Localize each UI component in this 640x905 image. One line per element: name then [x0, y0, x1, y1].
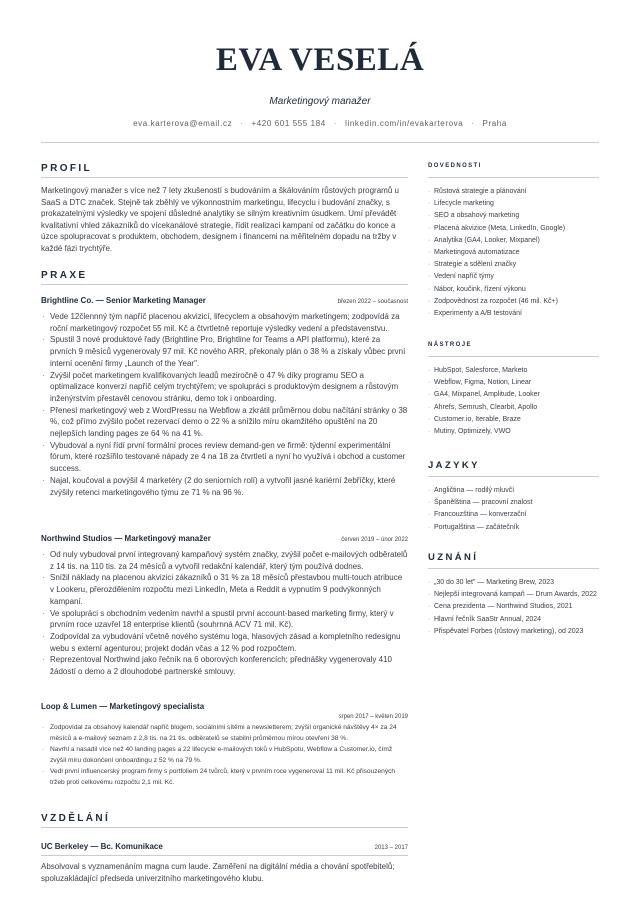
section-divider	[428, 568, 599, 569]
job-bullet: · Reprezentoval Northwind jako řečník na 6 oborových konferencích; přednášky vygenerovaly 410 žádostí o demo a 2 dlouhodobé partnerské smlouvy.	[41, 654, 408, 677]
awards-section	[428, 552, 599, 638]
section-title-tools: NÁSTROJE	[428, 342, 472, 348]
job-bullet: · Přenesl marketingový web z WordPressu na Webflow a zkrátil průměrnou dobu načítání stránky o 38 %, což přímo zvýšilo počet rezervací demo o 22 % a snížilo míru okamžitého opuštění na 20 nejlepších landing pages ze 64 % na 41 %.	[41, 405, 408, 440]
skill-item: · Zodpovědnost za rozpočet (46 mil. Kč+)	[428, 296, 599, 308]
awards-list	[428, 577, 599, 638]
section-title-education: VZDĚLÁNÍ	[41, 813, 111, 824]
job-bullet: · Zvýšil počet marketingem kvalifikovaných leadů meziročně o 47 % díky programu SEO a optimalizace konverzí napříč celým trychtýřem; ve spolupráci s produktovým designem a růstovým inženýrstvím přestavěl cenovou stránku, demo tok i onboarding.	[41, 370, 408, 405]
job-bullet: · Vede 12člennný tým napříč placenou akvizicí, lifecyclem a obsahovým marketingem; zodpovídá za roční marketingový rozpočet 55 mil. Kč a čtvrtletně reportuje výsledky vedení a představenstvu.	[41, 311, 408, 334]
header-divider	[41, 142, 599, 143]
award-item: · Cena prezidenta — Northwind Studios, 2021	[428, 601, 599, 613]
award-item: · Nejlepší integrovaná kampaň — Drum Awards, 2022	[428, 589, 599, 601]
skill-item: · Vedení napříč týmy	[428, 271, 599, 283]
job-bullet: · Snížil náklady na placenou akvizici zákazníků o 31 % za 18 měsíců přestavbou multi-touch atribuce v Lookeru, přerozdělením rozpočtu mezi LinkedIn, Meta a Reddit a vypnutím 9 podvýkonných kampaní.	[41, 572, 408, 607]
job-bullets	[41, 311, 408, 498]
section-title-languages: JAZYKY	[428, 460, 480, 471]
skills-list	[428, 186, 599, 320]
tool-item: · Customer.io, Iterable, Braze	[428, 414, 599, 426]
language-item: · Francouzština — konverzační	[428, 509, 599, 521]
section-divider	[428, 356, 599, 357]
job-title: Northwind Studios — Marketingový manažer	[41, 534, 211, 543]
job-date: srpen 2017 – květen 2019	[338, 714, 408, 720]
job-date: březen 2022 – současnost	[337, 299, 408, 305]
skill-item: · Lifecycle marketing	[428, 198, 599, 210]
language-item: · Angličtina — rodilý mluvčí	[428, 485, 599, 497]
education-section	[41, 813, 408, 884]
job-bullet: · Zodpovídal za obsahový kalendář napříč blogem, sociálními sítěmi a newsletterem; zvýšil organické návštěvy 4× za 24 měsíců a e-mailový seznam z 2,8 tis. na 21 tis. odběratelů se stabilní průměrnou mírou otevření 38 %.	[41, 722, 408, 744]
skill-item: · Experimenty a A/B testování	[428, 308, 599, 320]
profile-section	[41, 163, 408, 254]
job-bullet: · Najal, koučoval a povýšil 4 marketéry (2 do seniorních rolí) a vytvořil jasné kariérní žebříčky, které zvýšily retenci marketingového týmu ze 71 % na 96 %.	[41, 475, 408, 498]
education-date: 2013 – 2017	[374, 845, 408, 851]
section-divider	[41, 855, 408, 856]
section-title-awards: UZNÁNÍ	[428, 552, 479, 563]
job-entry	[41, 534, 408, 678]
section-divider	[41, 177, 408, 178]
job-entry	[41, 702, 408, 789]
contact-city: Praha	[482, 119, 507, 128]
language-item: · Portugalština — začátečník	[428, 522, 599, 534]
job-bullet: · Ve spolupráci s obchodním vedením navrhl a spustil první account-based marketing firmy, který v prvním roce uzavřel 18 enterprise klientů (souhrnná ACV 71 mil. Kč).	[41, 608, 408, 631]
section-divider	[41, 284, 408, 285]
skill-item: · Analytika (GA4, Looker, Mixpanel)	[428, 235, 599, 247]
languages-section	[428, 460, 599, 534]
tool-item: · Ahrefs, Semrush, Clearbit, Apollo	[428, 402, 599, 414]
skill-item: · Placená akvizice (Meta, LinkedIn, Google)	[428, 223, 599, 235]
candidate-name: EVA VESELÁ	[215, 42, 425, 78]
award-item: · Hlavní řečník SaaStr Annual, 2024	[428, 614, 599, 626]
job-bullet: · Vedl první influencerský program firmy s portfoliem 24 tvůrců, který v prvním roce vygeneroval 11 mil. Kč přisouzených tržeb proti celkovému rozpočtu 2,1 mil. Kč.	[41, 766, 408, 788]
section-divider	[428, 476, 599, 477]
job-title: Brightline Co. — Senior Marketing Manager	[41, 296, 206, 305]
tool-item: · HubSpot, Salesforce, Marketo	[428, 365, 599, 377]
job-bullet: · Zodpovídal za vybudování včetně nového systému loga, hlasových zásad a kompletního redesignu webu s externí agenturou; projekt dodán včas a 12 % pod rozpočtem.	[41, 631, 408, 654]
job-bullet: · Navrhl a nasadil více než 40 landing pages a 22 lifecycle e-mailových toků v HubSpotu, Webflow a Customer.io, čímž zvýšil míru dokončení onboardingu z 52 % na 79 %.	[41, 744, 408, 766]
section-title-skills: DOVEDNOSTI	[428, 163, 482, 169]
contact-phone[interactable]: +420 601 555 184	[251, 119, 326, 128]
award-item: · „30 do 30 let" — Marketing Brew, 2023	[428, 577, 599, 589]
section-divider	[428, 177, 599, 178]
section-title-experience: PRAXE	[41, 270, 88, 281]
job-bullets	[41, 549, 408, 678]
job-entry	[41, 296, 408, 498]
job-bullet: · Spustil 3 nové produktové řady (Brightline Pro, Brightline for Teams a API platformu), které za prvních 9 měsíců vygenerovaly 97 mil. Kč nového ARR, překonaly plán o 38 % a získaly vůbec první interní ocenění firmy „Launch of the Year".	[41, 334, 408, 369]
skills-section	[428, 163, 599, 320]
main-column	[41, 163, 408, 883]
skill-item: · Strategie a sdělení značky	[428, 259, 599, 271]
contact-linkedin[interactable]: linkedin.com/in/evakarterova	[345, 119, 464, 128]
education-degree: UC Berkeley — Bc. Komunikace	[41, 842, 163, 851]
skill-item: · Růstová strategie a plánování	[428, 186, 599, 198]
tool-item: · GA4, Mixpanel, Amplitude, Looker	[428, 389, 599, 401]
job-bullet: · Od nuly vybudoval první integrovaný kampaňový systém značky, zvýšil počet e-mailových odběratelů z 14 tis. na 110 tis. za 24 měsíců a vytvořil redakční kalendář, který tým používá dodnes.	[41, 549, 408, 572]
languages-list	[428, 485, 599, 534]
language-item: · Španělština — pracovní znalost	[428, 497, 599, 509]
skill-item: · Marketingová automatizace	[428, 247, 599, 259]
experience-heading	[41, 270, 408, 285]
job-title: Loop & Lumen — Marketingový specialista	[41, 702, 205, 711]
profile-text: Marketingový manažer s více než 7 lety zkušeností s budováním a škálováním růstových programů u SaaS a DTC značek. Stejně tak zběhlý ve výkonnostním marketingu, lifecyclu i budování značky, s prokazatelnými výsledky ve spojení důsledné analytiky se silným kreativním úsudkem. Umí převádět kvalitativní vhled zákazníků do vícekanálové strategie, řídit realizaci kampaní od začátku do konce a úzce spolupracovat s produktem, obchodem, designem i financemi na měřitelném dopadu na tržby v každé fázi trychtýře.	[41, 186, 399, 253]
tools-list	[428, 365, 599, 438]
section-title-profile: PROFIL	[41, 163, 93, 174]
contact-separator: ·	[471, 119, 475, 128]
award-item: · Přispěvatel Forbes (růstový marketing), od 2023	[428, 626, 599, 638]
tools-section	[428, 342, 599, 438]
skill-item: · SEO a obsahový marketing	[428, 210, 599, 222]
skill-item: · Nábor, koučink, řízení výkonu	[428, 284, 599, 296]
tool-item: · Mutiny, Optimizely, VWO	[428, 426, 599, 438]
contact-line	[0, 119, 640, 128]
contact-email[interactable]: eva.karterova@email.cz	[133, 119, 233, 128]
job-date: červen 2019 – únor 2022	[341, 537, 408, 543]
job-bullet: · Vybudoval a nyní řídí první formální proces review demand-gen ve firmě: týdenní experimentální fórum, které rozšířilo testované nápady ze 4 na 18 za čtvrtletí a nyní ho využívá i obchod a customer success.	[41, 440, 408, 475]
section-divider	[41, 827, 408, 828]
candidate-role: Marketingový manažer	[269, 96, 371, 107]
contact-separator: ·	[333, 119, 338, 128]
contact-separator: ·	[240, 119, 244, 128]
tool-item: · Webflow, Figma, Notion, Linear	[428, 377, 599, 389]
job-bullets	[41, 722, 408, 789]
education-text: Absolvoval s vyznamenáním magna cum laude. Zaměření na digitální média a chování spotřebitelů; spoluzakládající předseda univerzitního marketingového klubu.	[41, 862, 395, 883]
